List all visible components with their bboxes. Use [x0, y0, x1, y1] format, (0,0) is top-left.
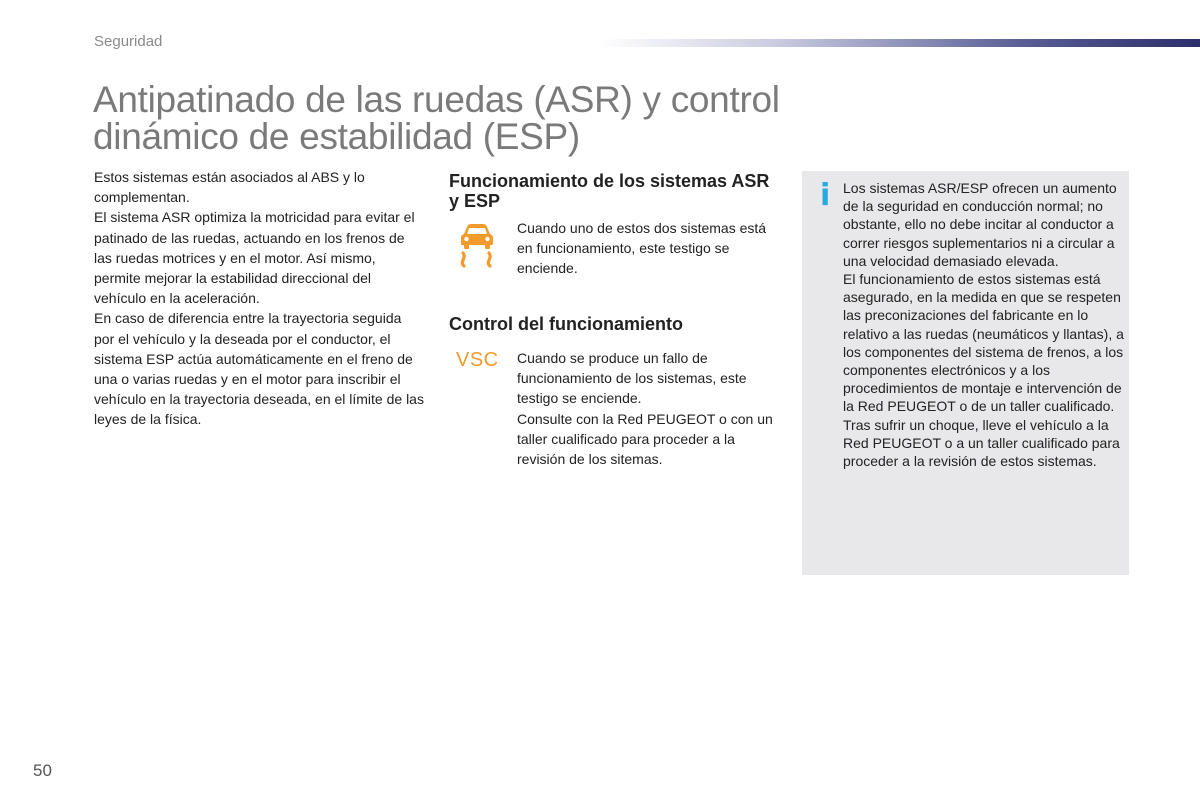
control-text [517, 348, 779, 469]
functioning-text [517, 218, 779, 279]
info-icon: i [820, 178, 831, 213]
section-label: Seguridad [94, 33, 163, 50]
info-paragraph: Los sistemas ASR/ESP ofrecen un aumento de la seguridad en conducción normal; no obstante, ello no debe incitar al conductor a correr riesgos suplementarios ni a circular a una velocidad demasiado elevada. [843, 180, 1117, 269]
control-paragraph: Cuando se produce un fallo de funcionamiento de los sistemas, este testigo se enciende. [517, 350, 747, 407]
info-paragraph: Tras sufrir un choque, lleve el vehículo a la Red PEUGEOT o a un taller cualificado para proceder a la revisión de estos sistemas. [843, 416, 1120, 470]
control-paragraph: Consulte con la Red PEUGEOT o con un taller cualificado para proceder a la revisión de los sitemas. [517, 410, 773, 468]
info-text [843, 179, 1125, 470]
vsc-indicator-icon: VSC [456, 349, 499, 371]
functioning-paragraph: Cuando uno de estos dos sistemas está en funcionamiento, este testigo se enciende. [517, 220, 767, 277]
intro-paragraph: Estos sistemas están asociados al ABS y lo complementan. [94, 169, 365, 206]
intro-paragraph: El sistema ASR optimiza la motricidad para evitar el patinado de las ruedas, actuando en los frenos de las ruedas motrices y en el motor. Así mismo, permite mejorar la estabilidad direccional del vehículo en la aceleración. [94, 209, 415, 307]
header-gradient-bar [598, 39, 1200, 47]
info-paragraph: El funcionamiento de estos sistemas está asegurado, en la medida en que se respeten las preconizaciones del fabricante en lo relativo a las ruedas (neumáticos y llantas), a los componentes del sistema de frenos, a los componentes electrónicos y a los procedimientos de montaje e intervención de la Red PEUGEOT o de un taller cualificado. [843, 271, 1124, 415]
page-number: 50 [33, 761, 52, 780]
intro-paragraph: En caso de diferencia entre la trayectoria seguida por el vehículo y la deseada por el conductor, el sistema ESP actúa automáticamente en el freno de una o varias ruedas y en el motor para inscribir el vehículo en la trayectoria deseada, en el límite de las leyes de la física. [94, 310, 424, 428]
skid-warning-icon [454, 222, 500, 268]
page-title: Antipatinado de las ruedas (ASR) y control dinámico de estabilidad (ESP) [93, 79, 780, 157]
intro-text [94, 167, 424, 430]
control-heading: Control del funcionamiento [449, 314, 683, 334]
functioning-heading: Funcionamiento de los sistemas ASR y ESP [449, 171, 770, 211]
